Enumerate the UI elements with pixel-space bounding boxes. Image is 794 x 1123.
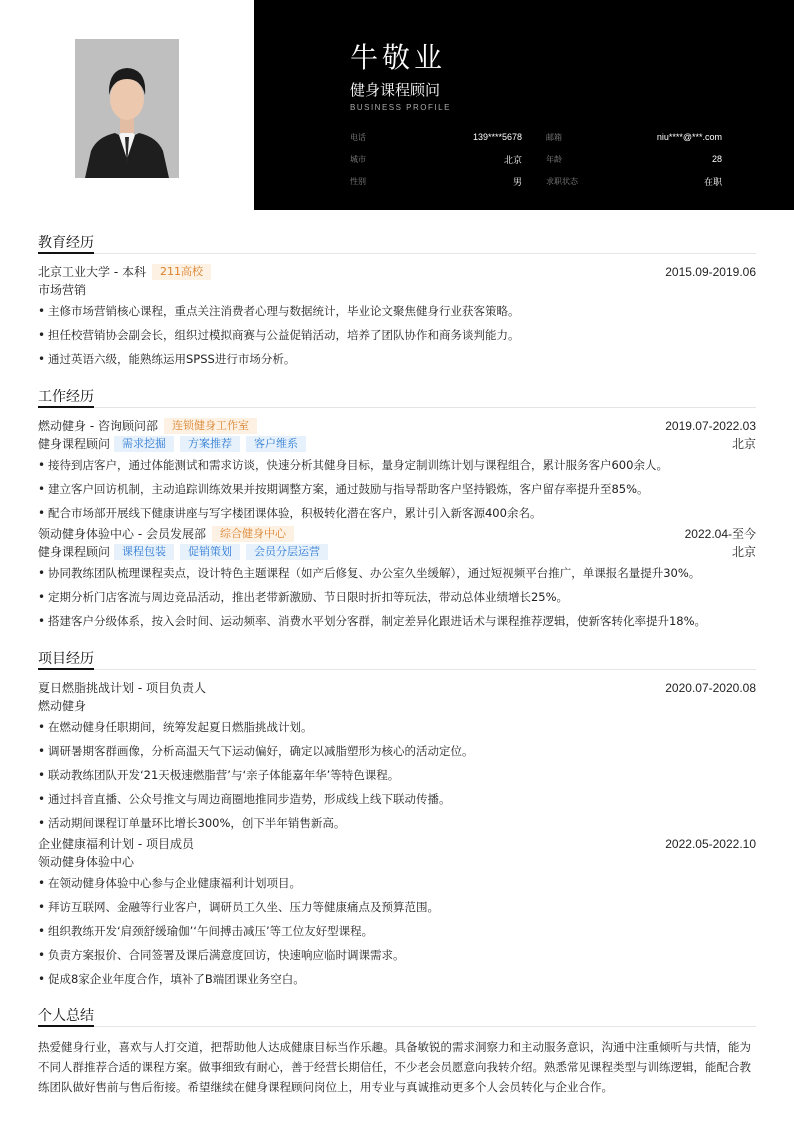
job-date: 2022.04-至今 bbox=[684, 527, 756, 541]
list-item: • 在燃动健身任职期间，统筹发起夏日燃脂挑战计划。 bbox=[38, 715, 756, 739]
age-label: 年龄 bbox=[546, 154, 562, 164]
list-item: • 促成8家企业年度合作，填补了B端团课业务空白。 bbox=[38, 967, 756, 991]
info-row bbox=[350, 148, 722, 170]
project-bullets bbox=[38, 871, 756, 991]
project-name: 企业健康福利计划 - 项目成员 bbox=[38, 837, 194, 851]
candidate-title: 健身课程顾问 bbox=[350, 81, 441, 99]
summary-section bbox=[38, 1005, 756, 1097]
projects-section bbox=[38, 648, 756, 991]
section-underline bbox=[38, 668, 94, 670]
project-bullets bbox=[38, 715, 756, 835]
school-name: 北京工业大学 - 本科 bbox=[38, 265, 146, 279]
section-header bbox=[38, 648, 756, 670]
project-header-row bbox=[38, 679, 756, 697]
header-subtitle: BUSINESS PROFILE bbox=[350, 103, 451, 112]
skill-tag: 课程包装 bbox=[114, 544, 174, 560]
company-tag: 连锁健身工作室 bbox=[164, 418, 257, 434]
job-role: 健身课程顾问 bbox=[38, 437, 111, 451]
skill-tag: 促销策划 bbox=[180, 544, 240, 560]
list-item: • 主修市场营销核心课程，重点关注消费者心理与数据统计，毕业论文聚焦健身行业获客策略。 bbox=[38, 299, 756, 323]
list-item: • 定期分析门店客流与周边竞品活动，推出老带新激励、节日限时折扣等玩法，带动总体业绩增长25%。 bbox=[38, 585, 756, 609]
school-tag: 211高校 bbox=[152, 264, 211, 280]
list-item: • 接待到店客户，通过体能测试和需求访谈，快速分析其健身目标，量身定制训练计划与课程组合，累计服务客户600余人。 bbox=[38, 453, 756, 477]
list-item: • 通过抖音直播、公众号推文与周边商圈地推同步造势，形成线上线下联动传播。 bbox=[38, 787, 756, 811]
project-header-row bbox=[38, 835, 756, 853]
section-underline bbox=[38, 1025, 94, 1027]
job-status-label: 求职状态 bbox=[546, 176, 578, 186]
skill-tag: 客户维系 bbox=[246, 436, 306, 452]
job-status-value: 在职 bbox=[703, 176, 722, 187]
header-panel bbox=[254, 0, 794, 210]
education-row bbox=[38, 263, 756, 281]
job-bullets bbox=[38, 453, 756, 525]
info-row bbox=[350, 170, 722, 192]
job-header-row bbox=[38, 417, 756, 435]
skill-tag: 会员分层运营 bbox=[246, 544, 328, 560]
section-underline bbox=[38, 252, 94, 254]
job-city: 北京 bbox=[731, 545, 756, 559]
section-title: 工作经历 bbox=[38, 389, 94, 405]
city-label: 城市 bbox=[350, 154, 366, 164]
job-date: 2019.07-2022.03 bbox=[665, 419, 756, 433]
list-item: • 负责方案报价、合同签署及课后满意度回访，快速响应临时调课需求。 bbox=[38, 943, 756, 967]
project-date: 2020.07-2020.08 bbox=[665, 681, 756, 695]
gender-label: 性别 bbox=[350, 176, 366, 186]
profile-photo bbox=[75, 39, 179, 178]
list-item: • 组织教练开发‘肩颈舒缓瑜伽’‘午间搏击减压’等工位友好型课程。 bbox=[38, 919, 756, 943]
list-item: • 协同教练团队梳理课程卖点，设计特色主题课程（如产后修复、办公室久坐缓解），通过短视频平台推广，单课报名量提升30%。 bbox=[38, 561, 756, 585]
job-header-row bbox=[38, 525, 756, 543]
summary-text: 热爱健身行业，喜欢与人打交道，把帮助他人达成健康目标当作乐趣。具备敏锐的需求洞察力和主动服务意识，沟通中注重倾听与共情，能为不同人群推荐合适的课程方案。做事细致有耐心，善于经营长期信任，不少老会员愿意向我转介绍。熟悉常见课程类型与训练逻辑，能配合教练团队做好售前与售后衔接。希望继续在健身课程顾问岗位上，用专业与真诚推动更多个人会员转化与企业合作。 bbox=[38, 1040, 751, 1094]
list-item: • 建立客户回访机制，主动追踪训练效果并按期调整方案，通过鼓励与指导帮助客户坚持锻炼，客户留存率提升至85%。 bbox=[38, 477, 756, 501]
email-value: niu****@***.com bbox=[656, 132, 722, 142]
info-row bbox=[350, 126, 722, 148]
skill-tag: 方案推荐 bbox=[180, 436, 240, 452]
age-value: 28 bbox=[711, 154, 722, 164]
list-item: • 联动教练团队开发‘21天极速燃脂营’与‘亲子体能嘉年华’等特色课程。 bbox=[38, 763, 756, 787]
education-bullets bbox=[38, 299, 756, 371]
major: 市场营销 bbox=[38, 283, 87, 297]
job-bullets bbox=[38, 561, 756, 633]
company-tag: 综合健身中心 bbox=[212, 526, 294, 542]
candidate-name: 牛敬业 bbox=[350, 41, 447, 74]
city-value: 北京 bbox=[503, 154, 522, 165]
job-role: 健身课程顾问 bbox=[38, 545, 111, 559]
education-date: 2015.09-2019.06 bbox=[665, 265, 756, 279]
section-title: 个人总结 bbox=[38, 1008, 94, 1024]
project-org: 燃动健身 bbox=[38, 699, 87, 713]
project-name: 夏日燃脂挑战计划 - 项目负责人 bbox=[38, 681, 206, 695]
company-name: 领动健身体验中心 - 会员发展部 bbox=[38, 527, 206, 541]
list-item: • 通过英语六级，能熟练运用SPSS进行市场分析。 bbox=[38, 347, 756, 371]
phone-label: 电话 bbox=[350, 132, 366, 142]
list-item: • 活动期间课程订单量环比增长300%，创下半年销售新高。 bbox=[38, 811, 756, 835]
section-title: 教育经历 bbox=[38, 235, 94, 251]
list-item: • 调研暑期客群画像，分析高温天气下运动偏好，确定以减脂塑形为核心的活动定位。 bbox=[38, 739, 756, 763]
education-section bbox=[38, 232, 756, 371]
section-header bbox=[38, 232, 756, 254]
email-label: 邮箱 bbox=[546, 132, 562, 142]
project-date: 2022.05-2022.10 bbox=[665, 837, 756, 851]
phone-value: 139****5678 bbox=[472, 132, 522, 142]
list-item: • 在领动健身体验中心参与企业健康福利计划项目。 bbox=[38, 871, 756, 895]
list-item: • 拜访互联网、金融等行业客户，调研员工久坐、压力等健康痛点及预算范围。 bbox=[38, 895, 756, 919]
contact-info bbox=[350, 126, 722, 192]
work-section bbox=[38, 386, 756, 633]
section-header bbox=[38, 386, 756, 408]
list-item: • 担任校营销协会副会长，组织过模拟商赛与公益促销活动，培养了团队协作和商务谈判能力。 bbox=[38, 323, 756, 347]
company-name: 燃动健身 - 咨询顾问部 bbox=[38, 419, 158, 433]
section-underline bbox=[38, 406, 94, 408]
job-city: 北京 bbox=[731, 437, 756, 451]
skill-tag: 需求挖掘 bbox=[114, 436, 174, 452]
list-item: • 搭建客户分级体系，按入会时间、运动频率、消费水平划分客群，制定差异化跟进话术与课程推荐逻辑，使新客转化率提升18%。 bbox=[38, 609, 756, 633]
gender-value: 男 bbox=[512, 176, 522, 187]
section-header bbox=[38, 1005, 756, 1027]
job-role-row bbox=[38, 543, 756, 561]
list-item: • 配合市场部开展线下健康讲座与写字楼团课体验，积极转化潜在客户，累计引入新客源400余名。 bbox=[38, 501, 756, 525]
job-role-row bbox=[38, 435, 756, 453]
section-title: 项目经历 bbox=[38, 651, 94, 667]
project-org: 领动健身体验中心 bbox=[38, 855, 135, 869]
